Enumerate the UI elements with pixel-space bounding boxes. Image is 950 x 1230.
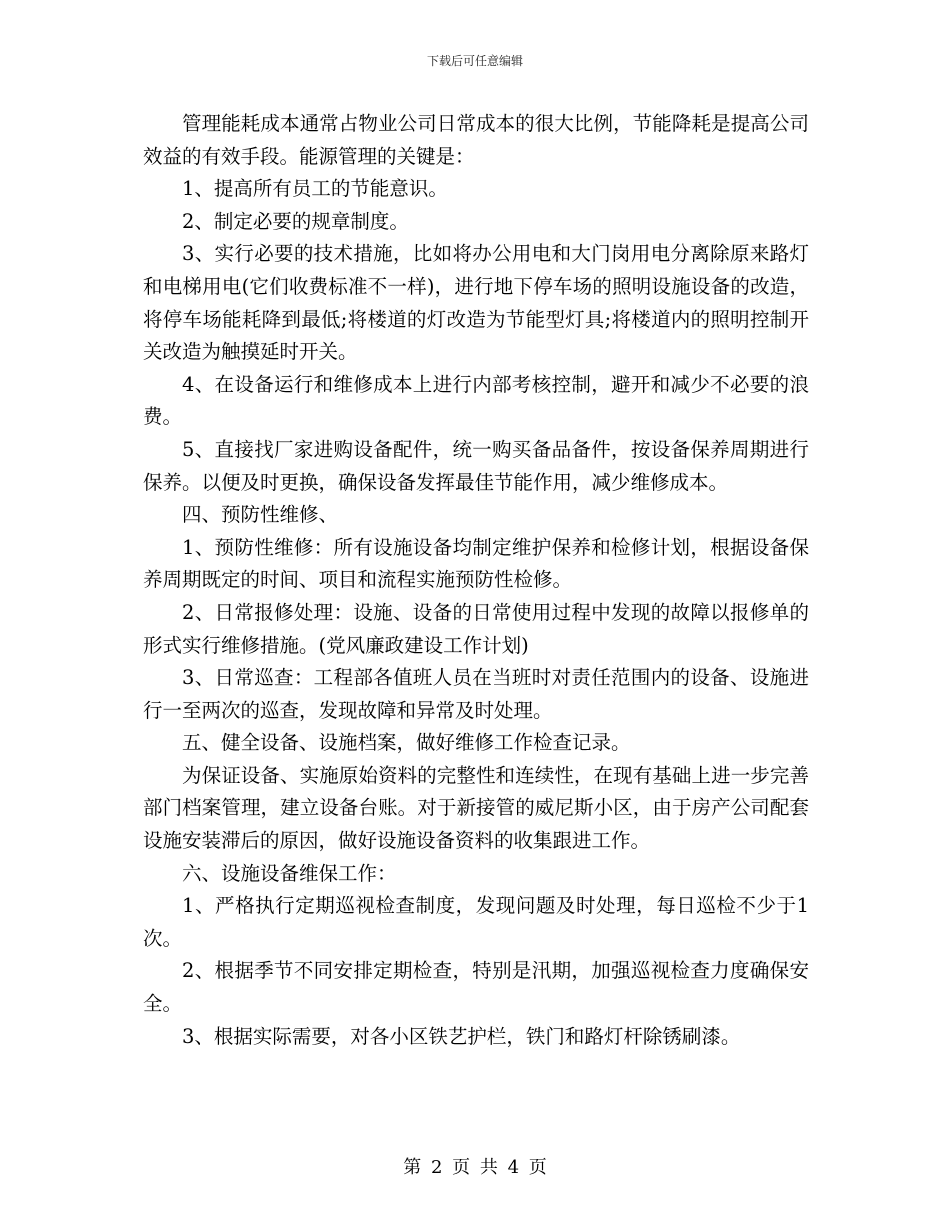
paragraph-item-2: 2、制定必要的规章制度。 bbox=[182, 209, 409, 233]
paragraph-item-4: 4、在设备运行和维修成本上进行内部考核控制，避开和减少不必要的浪费。 bbox=[143, 372, 809, 429]
paragraph-item-1: 1、提高所有员工的节能意识。 bbox=[182, 177, 448, 201]
section-heading-5: 五、健全设备、设施档案，做好维修工作检查记录。 bbox=[182, 731, 631, 755]
paragraph-preventive-1: 1、预防性维修：所有设施设备均制定维护保养和检修计划，根据设备保养周期既定的时间、项目和流程实施预防性检修。 bbox=[143, 535, 809, 592]
paragraph-item-5: 5、直接找厂家进购设备配件，统一购买备品备件，按设备保养周期进行保养。以便及时更换，确保设备发挥最佳节能作用，减少维修成本。 bbox=[143, 437, 809, 494]
paragraph-archives: 为保证设备、实施原始资料的完整性和连续性，在现有基础上进一步完善部门档案管理，建立设备台账。对于新接管的威尼斯小区，由于房产公司配套设施安装滞后的原因，做好设施设备资料的收集跟进工作。 bbox=[143, 763, 809, 853]
section-heading-6: 六、设施设备维保工作： bbox=[182, 861, 397, 885]
paragraph-preventive-3: 3、日常巡查：工程部各值班人员在当班时对责任范围内的设备、设施进行一至两次的巡查，发现故障和异常及时处理。 bbox=[143, 666, 809, 722]
body-text bbox=[143, 108, 809, 1053]
paragraph-item-3: 3、实行必要的技术措施，比如将办公用电和大门岗用电分离除原来路灯和电梯用电(它们收费标准不一样)，进行地下停车场的照明设施设备的改造，将停车场能耗降到最低;将楼道的灯改造为节能型灯具;将楼道内的照明控制开关改造为触摸延时开关。 bbox=[143, 242, 809, 364]
paragraph-intro: 管理能耗成本通常占物业公司日常成本的很大比例，节能降耗是提高公司效益的有效手段。能源管理的关键是： bbox=[143, 112, 809, 168]
section-heading-4: 四、预防性维修、 bbox=[182, 503, 339, 527]
header-note: 下载后可任意编辑 bbox=[426, 54, 523, 68]
paragraph-maintenance-2: 2、根据季节不同安排定期检查，特别是汛期，加强巡视检查力度确保安全。 bbox=[143, 959, 809, 1016]
paragraph-preventive-2: 2、日常报修处理：设施、设备的日常使用过程中发现的故障以报修单的形式实行维修措施。(党风廉政建设工作计划) bbox=[143, 600, 809, 657]
paragraph-maintenance-3: 3、根据实际需要，对各小区铁艺护栏，铁门和路灯杆除锈刷漆。 bbox=[182, 1024, 741, 1048]
page-number-footer: 第 2 页 共 4 页 bbox=[403, 1157, 547, 1178]
paragraph-maintenance-1: 1、严格执行定期巡视检查制度，发现问题及时处理，每日巡检不少于1次。 bbox=[143, 894, 809, 950]
